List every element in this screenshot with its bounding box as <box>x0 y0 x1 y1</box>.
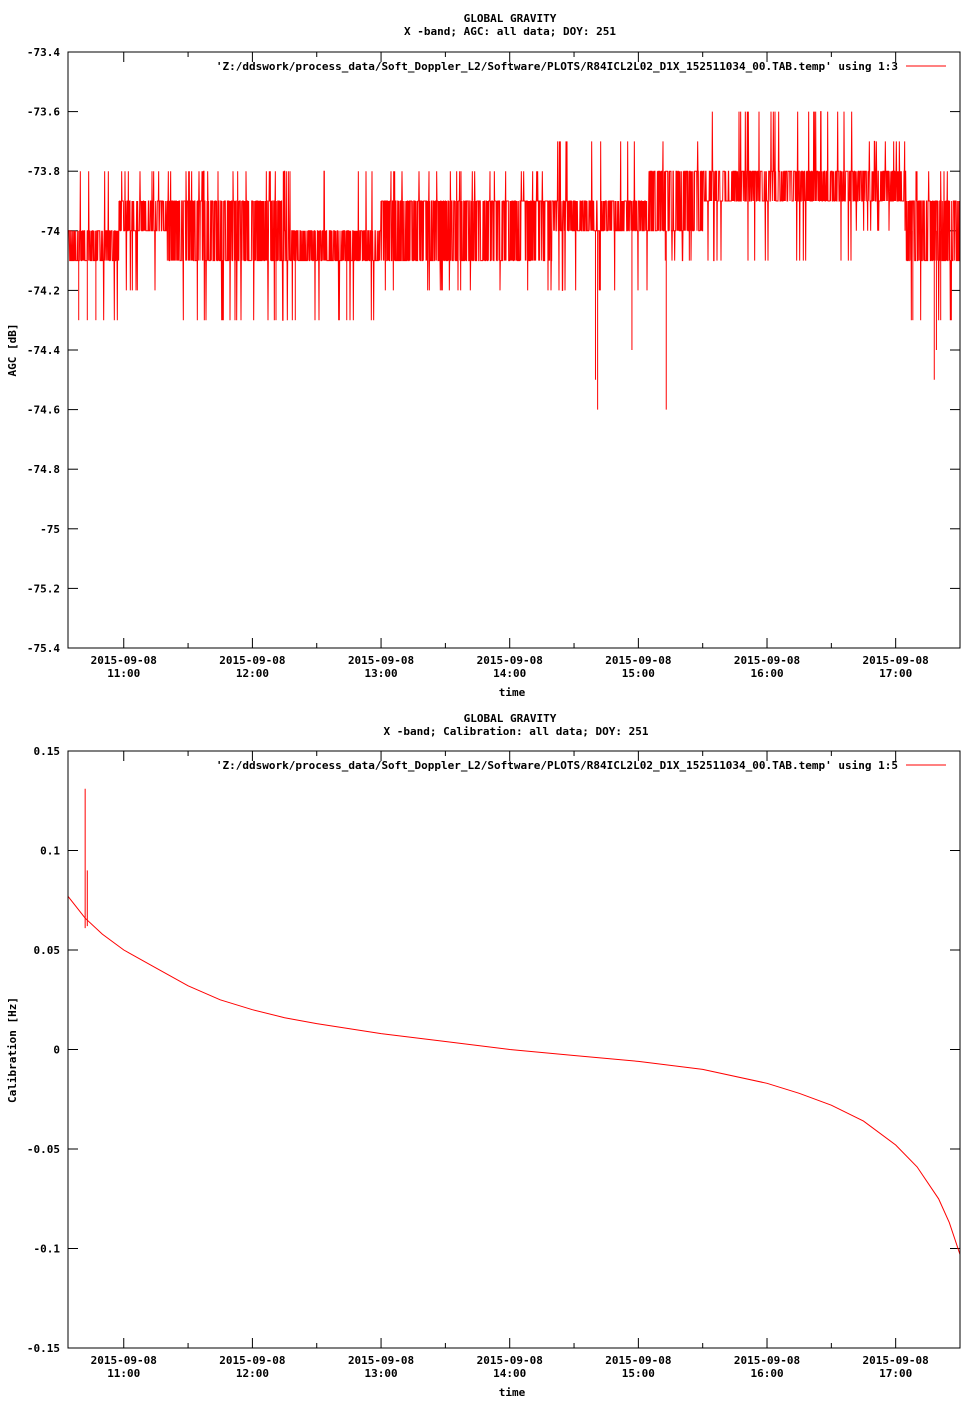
cal-y-tick-label: 0.15 <box>33 745 60 758</box>
cal-x-tick-date: 2015-09-08 <box>90 1354 157 1367</box>
cal-x-tick-time: 12:00 <box>235 1367 269 1380</box>
cal-x-tick-time: 14:00 <box>493 1367 527 1380</box>
cal-x-tick-date: 2015-09-08 <box>347 1354 415 1367</box>
cal-chart <box>6 712 960 1399</box>
agc-x-tick-date: 2015-09-08 <box>862 654 929 667</box>
agc-x-tick-date: 2015-09-08 <box>90 654 157 667</box>
agc-x-tick-time: 15:00 <box>621 667 655 680</box>
cal-x-tick-date: 2015-09-08 <box>219 1354 286 1367</box>
agc-title: GLOBAL GRAVITY <box>463 12 557 25</box>
cal-y-axis-label: Calibration [Hz] <box>6 997 19 1103</box>
agc-y-tick-label: -74.4 <box>26 344 60 357</box>
agc-y-tick-label: -74.8 <box>26 463 60 477</box>
agc-y-tick-label: -74 <box>40 224 60 238</box>
cal-title: GLOBAL GRAVITY <box>463 712 557 725</box>
agc-y-axis-label: AGC [dB] <box>6 323 19 377</box>
agc-x-tick-date: 2015-09-08 <box>347 654 415 667</box>
agc-x-tick-time: 14:00 <box>493 667 527 680</box>
agc-x-tick-date: 2015-09-08 <box>733 654 801 667</box>
cal-x-tick-date: 2015-09-08 <box>476 1354 543 1367</box>
agc-y-tick-label: -75.4 <box>26 642 60 655</box>
cal-x-tick-date: 2015-09-08 <box>862 1354 929 1367</box>
agc-series-line <box>68 112 960 321</box>
agc-x-tick-time: 17:00 <box>879 667 913 680</box>
agc-y-tick-label: -73.8 <box>26 165 60 179</box>
cal-y-tick-label: -0.1 <box>33 1242 60 1256</box>
cal-y-tick-label: -0.05 <box>26 1143 60 1156</box>
agc-subtitle: X -band; AGC: all data; DOY: 251 <box>404 25 616 38</box>
agc-axes <box>27 46 960 680</box>
agc-x-tick-time: 11:00 <box>107 667 141 680</box>
cal-x-tick-date: 2015-09-08 <box>733 1354 801 1367</box>
cal-y-tick-label: 0.05 <box>33 944 60 957</box>
agc-legend-label: 'Z:/ddswork/process_data/Soft_Doppler_L2/Software/PLOTS/R84ICL2L02_D1X_152511034_00.TAB.temp' using 1:3 <box>215 60 898 73</box>
agc-y-tick-label: -74.2 <box>26 284 60 298</box>
cal-series-line <box>68 896 960 1254</box>
cal-x-tick-time: 11:00 <box>107 1367 141 1380</box>
cal-x-axis-label: time <box>498 1386 526 1399</box>
cal-x-tick-time: 13:00 <box>364 1367 398 1380</box>
agc-y-tick-label: -73.6 <box>26 105 60 119</box>
agc-x-tick-date: 2015-09-08 <box>605 654 672 667</box>
cal-series <box>68 789 960 1255</box>
agc-y-tick-label: -75 <box>40 522 60 536</box>
agc-x-tick-time: 13:00 <box>364 667 398 680</box>
cal-x-tick-time: 16:00 <box>750 1367 784 1380</box>
agc-x-tick-time: 12:00 <box>235 667 269 680</box>
cal-y-tick-label: -0.15 <box>26 1342 60 1355</box>
agc-chart <box>6 12 960 699</box>
agc-x-tick-date: 2015-09-08 <box>219 654 286 667</box>
agc-plot-frame <box>68 52 960 648</box>
agc-y-tick-label: -73.4 <box>26 46 60 59</box>
cal-x-tick-date: 2015-09-08 <box>605 1354 672 1367</box>
cal-axes <box>27 745 960 1380</box>
agc-series <box>68 112 960 410</box>
agc-x-axis-label: time <box>498 686 526 699</box>
cal-x-tick-time: 17:00 <box>879 1367 913 1380</box>
cal-y-tick-label: 0 <box>53 1043 60 1057</box>
cal-x-tick-time: 15:00 <box>621 1367 655 1380</box>
agc-y-tick-label: -74.6 <box>26 403 60 417</box>
agc-x-tick-time: 16:00 <box>750 667 784 680</box>
cal-subtitle: X -band; Calibration: all data; DOY: 251 <box>383 725 649 738</box>
cal-legend-label: 'Z:/ddswork/process_data/Soft_Doppler_L2/Software/PLOTS/R84ICL2L02_D1X_152511034_00.TAB.temp' using 1:5 <box>215 759 898 772</box>
agc-y-tick-label: -75.2 <box>26 582 60 596</box>
agc-x-tick-date: 2015-09-08 <box>476 654 543 667</box>
cal-y-tick-label: 0.1 <box>40 844 60 858</box>
